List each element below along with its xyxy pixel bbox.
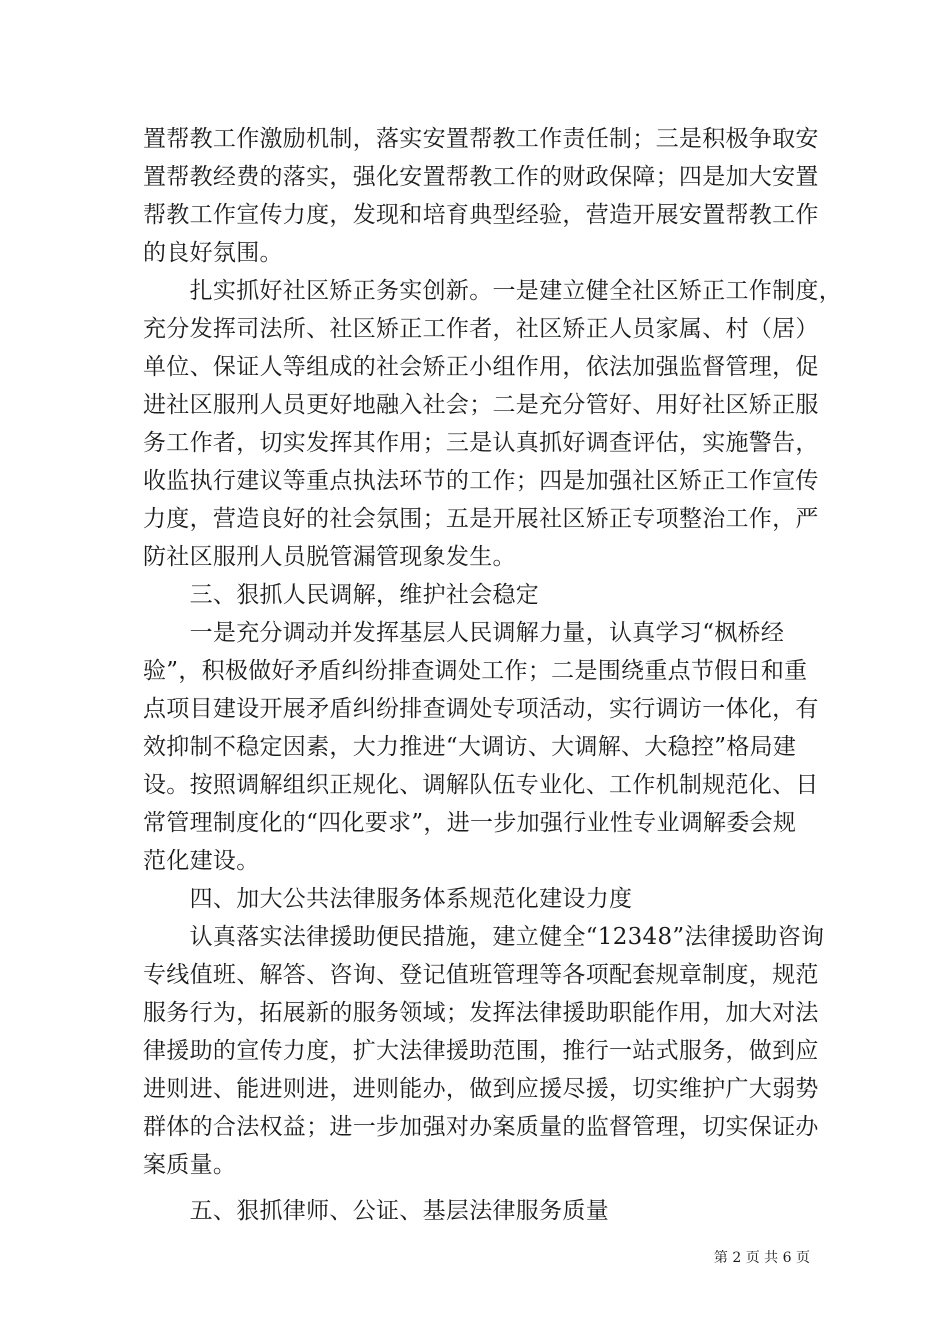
- text-line: 帮教工作宣传力度，发现和培育典型经验，营造开展安置帮教工作: [143, 202, 819, 228]
- section-heading: 五、狠抓律师、公证、基层法律服务质量: [143, 1198, 609, 1224]
- text-line: 常管理制度化的“四化要求”，进一步加强行业性专业调解委会规: [143, 810, 797, 836]
- text-line: 充分发挥司法所、社区矫正工作者，社区矫正人员家属、村（居）: [143, 316, 819, 342]
- section-heading: 三、狠抓人民调解，维护社会稳定: [143, 582, 540, 608]
- text-line: 律援助的宣传力度，扩大法律援助范围，推行一站式服务，做到应: [143, 1038, 819, 1064]
- text-line: 群体的合法权益；进一步加强对办案质量的监督管理，切实保证办: [143, 1114, 819, 1140]
- text-line: 收监执行建议等重点执法环节的工作；四是加强社区矫正工作宣传: [143, 468, 819, 494]
- text-line: 服务行为，拓展新的服务领域；发挥法律援助职能作用，加大对法: [143, 1000, 819, 1026]
- page-number: 第 2 页 共 6 页: [713, 1250, 810, 1266]
- text-line: 验”，积极做好矛盾纠纷排查调处工作；二是围绕重点节假日和重: [143, 658, 808, 684]
- section-heading: 四、加大公共法律服务体系规范化建设力度: [143, 886, 633, 912]
- text-line: 一是充分调动并发挥基层人民调解力量，认真学习“枫桥经: [143, 620, 785, 646]
- text-line: 设。按照调解组织正规化、调解队伍专业化、工作机制规范化、日: [143, 772, 819, 798]
- text-line: 置帮教经费的落实，强化安置帮教工作的财政保障；四是加大安置: [143, 164, 819, 190]
- text-line: 扎实抓好社区矫正务实创新。一是建立健全社区矫正工作制度，: [143, 278, 842, 304]
- text-line: 案质量。: [143, 1152, 237, 1178]
- text-line: 认真落实法律援助便民措施，建立健全“12348”法律援助咨询: [143, 924, 825, 950]
- text-line: 点项目建设开展矛盾纠纷排查调处专项活动，实行调访一体化，有: [143, 696, 819, 722]
- text-line: 的良好氛围。: [143, 240, 283, 266]
- text-line: 进社区服刑人员更好地融入社会；二是充分管好、用好社区矫正服: [143, 392, 819, 418]
- text-line: 置帮教工作激励机制，落实安置帮教工作责任制；三是积极争取安: [143, 126, 819, 152]
- text-line: 力度，营造良好的社会氛围；五是开展社区矫正专项整治工作，严: [143, 506, 819, 532]
- text-line: 防社区服刑人员脱管漏管现象发生。: [143, 544, 516, 570]
- text-line: 务工作者，切实发挥其作用；三是认真抓好调查评估，实施警告，: [143, 430, 819, 456]
- text-line: 进则进、能进则进，进则能办，做到应援尽援，切实维护广大弱势: [143, 1076, 819, 1102]
- text-line: 单位、保证人等组成的社会矫正小组作用，依法加强监督管理，促: [143, 354, 819, 380]
- text-line: 专线值班、解答、咨询、登记值班管理等各项配套规章制度，规范: [143, 962, 819, 988]
- text-line: 效抑制不稳定因素，大力推进“大调访、大调解、大稳控”格局建: [143, 734, 797, 760]
- text-line: 范化建设。: [143, 848, 260, 874]
